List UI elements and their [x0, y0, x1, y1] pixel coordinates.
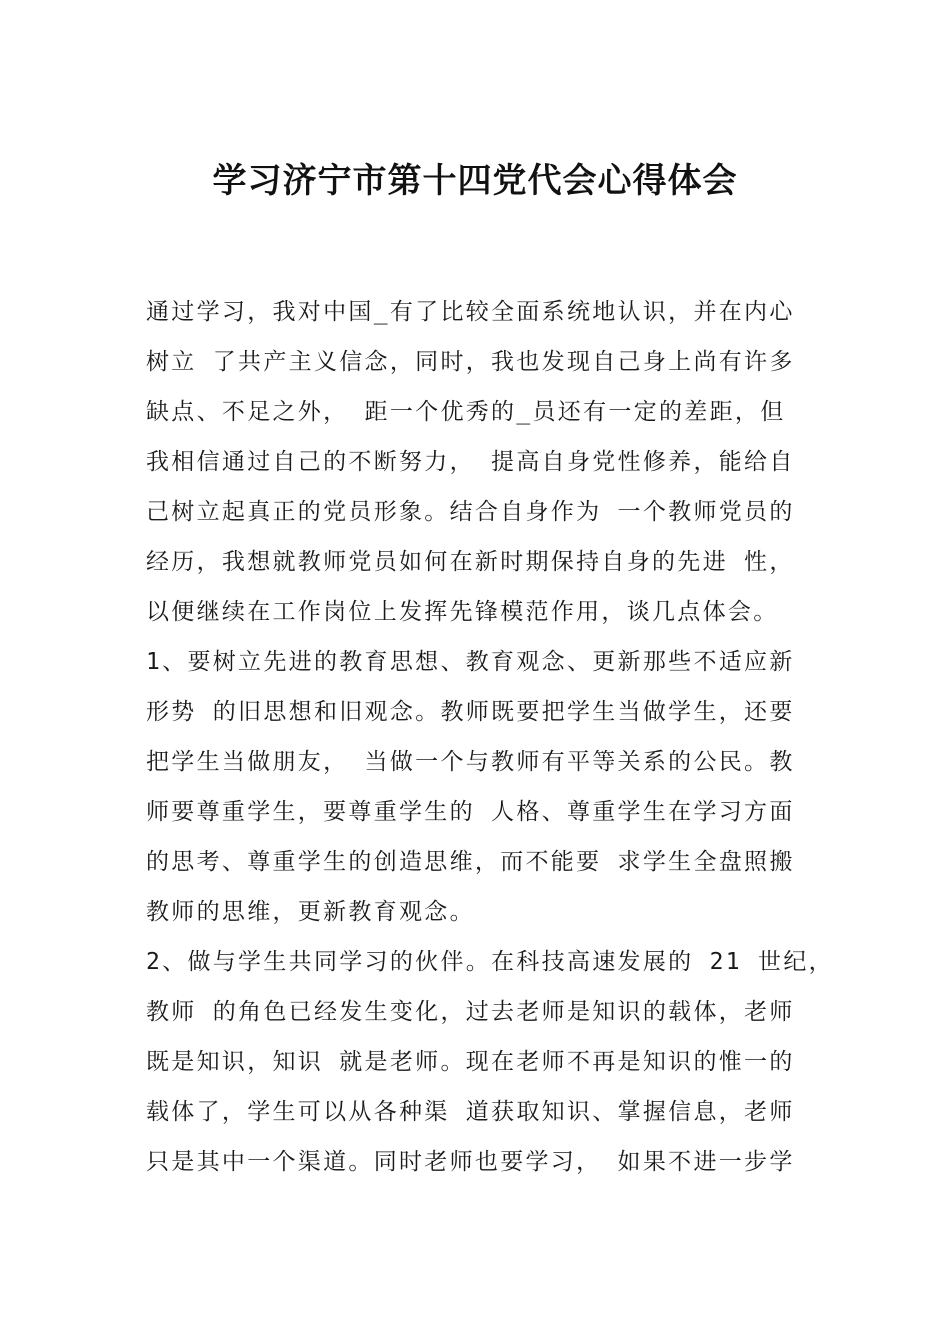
body-line-16: 既是知识，知识 就是老师。现在老师不再是知识的惟一的	[146, 1049, 795, 1075]
body-line-2: 树立 了共产主义信念，同时，我也发现自己身上尚有许多	[146, 349, 795, 375]
body-line-18: 只是其中一个渠道。同时老师也要学习， 如果不进一步学	[146, 1149, 795, 1175]
body-line-9: 形势 的旧思想和旧观念。教师既要把学生当做学生，还要	[146, 699, 795, 725]
body-line-5: 己树立起真正的党员形象。结合自身作为 一个教师党员的	[146, 499, 795, 525]
body-line-1: 通过学习，我对中国_有了比较全面系统地认识，并在内心	[146, 299, 795, 325]
body-line-10: 把学生当做朋友， 当做一个与教师有平等关系的公民。教	[146, 749, 795, 775]
body-line-8: 1、要树立先进的教育思想、教育观念、更新那些不适应新	[146, 649, 795, 675]
body-line-11: 师要尊重学生，要尊重学生的 人格、尊重学生在学习方面	[146, 799, 795, 825]
body-line-17: 载体了，学生可以从各种渠 道获取知识、掌握信息，老师	[146, 1099, 795, 1125]
body-line-7: 以便继续在工作岗位上发挥先锋模范作用，谈几点体会。	[146, 599, 779, 625]
body-line-13: 教师的思维，更新教育观念。	[146, 899, 475, 925]
body-line-3: 缺点、不足之外， 距一个优秀的_员还有一定的差距，但	[146, 399, 786, 425]
document-title: 学习济宁市第十四党代会心得体会	[212, 161, 738, 201]
body-line-6: 经历，我想就教师党员如何在新时期保持自身的先进 性，	[146, 549, 795, 575]
body-line-4: 我相信通过自己的不断努力， 提高自身党性修养，能给自	[146, 449, 795, 475]
body-line-12: 的思考、尊重学生的创造思维，而不能要 求学生全盘照搬	[146, 849, 795, 875]
body-line-15: 教师 的角色已经发生变化，过去老师是知识的载体，老师	[146, 999, 795, 1025]
body-line-14: 2、做与学生共同学习的伙伴。在科技高速发展的 21 世纪，	[146, 949, 834, 975]
document-body	[146, 287, 834, 1187]
